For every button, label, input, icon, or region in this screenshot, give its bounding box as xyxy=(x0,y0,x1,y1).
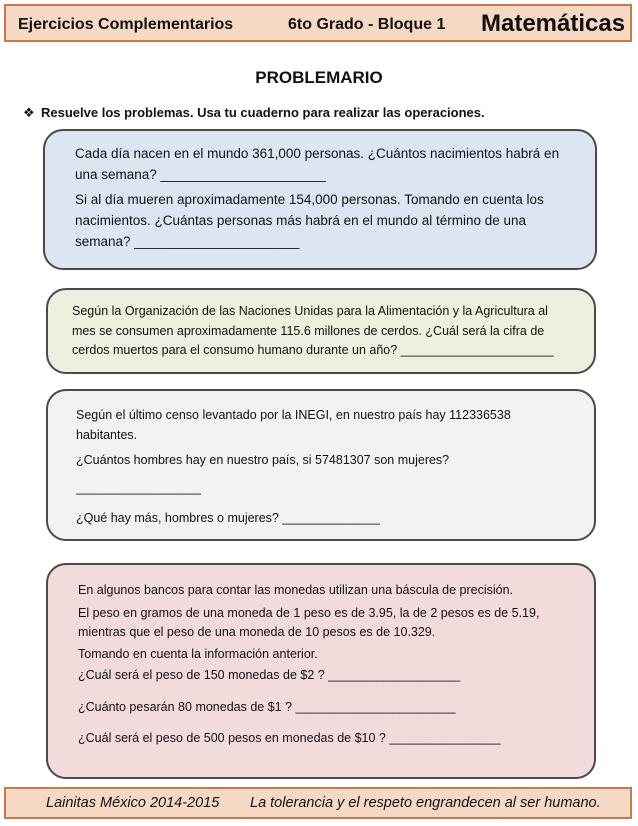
problem-text: Según el último censo levantado por la INEGI, en nuestro país hay 112336538 habitantes. xyxy=(76,408,511,442)
problem-text: Cada día nacen en el mundo 361,000 personas. ¿Cuántos nacimientos habrá en una semana? ______________________ xyxy=(75,146,560,182)
answer-line: __________________ xyxy=(76,480,202,495)
header-subject-label: Ejercicios Complementarios xyxy=(18,16,234,33)
problem-text: Según la Organización de las Naciones Unidas para la Alimentación y la Agricultura al mes se consumen aproximadamente 115.6 millones de cerdos. ¿Cuál será la cifra de cerdos muertos para el consumo humano durante un año? ______________________ xyxy=(72,304,554,357)
page-title: PROBLEMARIO xyxy=(255,68,383,87)
page-header xyxy=(4,4,632,42)
problem-text: ¿Cuánto pesarán 80 monedas de $1 ? _______________________ xyxy=(78,699,456,714)
problem-box-pigs xyxy=(46,288,596,374)
page-footer xyxy=(4,787,632,819)
instruction-text: Resuelve los problemas. Usa tu cuaderno para realizar las operaciones. xyxy=(41,105,485,120)
header-course-title: Matemáticas xyxy=(481,10,626,37)
problem-text: ¿Cuál será el peso de 500 pesos en monedas de $10 ? ________________ xyxy=(78,731,501,745)
footer-motto: La tolerancia y el respeto engrandecen al ser humano. xyxy=(250,795,601,811)
problem-box-census xyxy=(46,389,596,541)
header-grade-label: 6to Grado - Bloque 1 xyxy=(288,16,446,33)
footer-school-label: Lainitas México 2014-2015 xyxy=(46,795,220,811)
problem-text: ¿Cuántos hombres hay en nuestro país, si 57481307 son mujeres? xyxy=(76,453,450,467)
instruction xyxy=(23,105,485,120)
problem-box-coins xyxy=(46,563,596,779)
diamond-bullet-icon: ❖ xyxy=(23,105,35,120)
problem-text: Tomando en cuenta la información anterior. xyxy=(78,646,318,661)
problem-text: ¿Cuál será el peso de 150 monedas de $2 ? ___________________ xyxy=(78,668,461,682)
problem-text: El peso en gramos de una moneda de 1 peso es de 3.95, la de 2 pesos es de 5.19, mientras que el peso de una moneda de 10 pesos es de 10.329. xyxy=(78,605,540,639)
problem-box-births xyxy=(43,129,597,270)
problem-text: En algunos bancos para contar las monedas utilizan una báscula de precisión. xyxy=(78,583,513,597)
problem-text: Si al día mueren aproximadamente 154,000 personas. Tomando en cuenta los nacimientos. ¿Cuántas personas más habrá en el mundo al término de una semana? ______________________ xyxy=(75,192,544,249)
problem-text: ¿Qué hay más, hombres o mujeres? ______________ xyxy=(76,511,380,525)
